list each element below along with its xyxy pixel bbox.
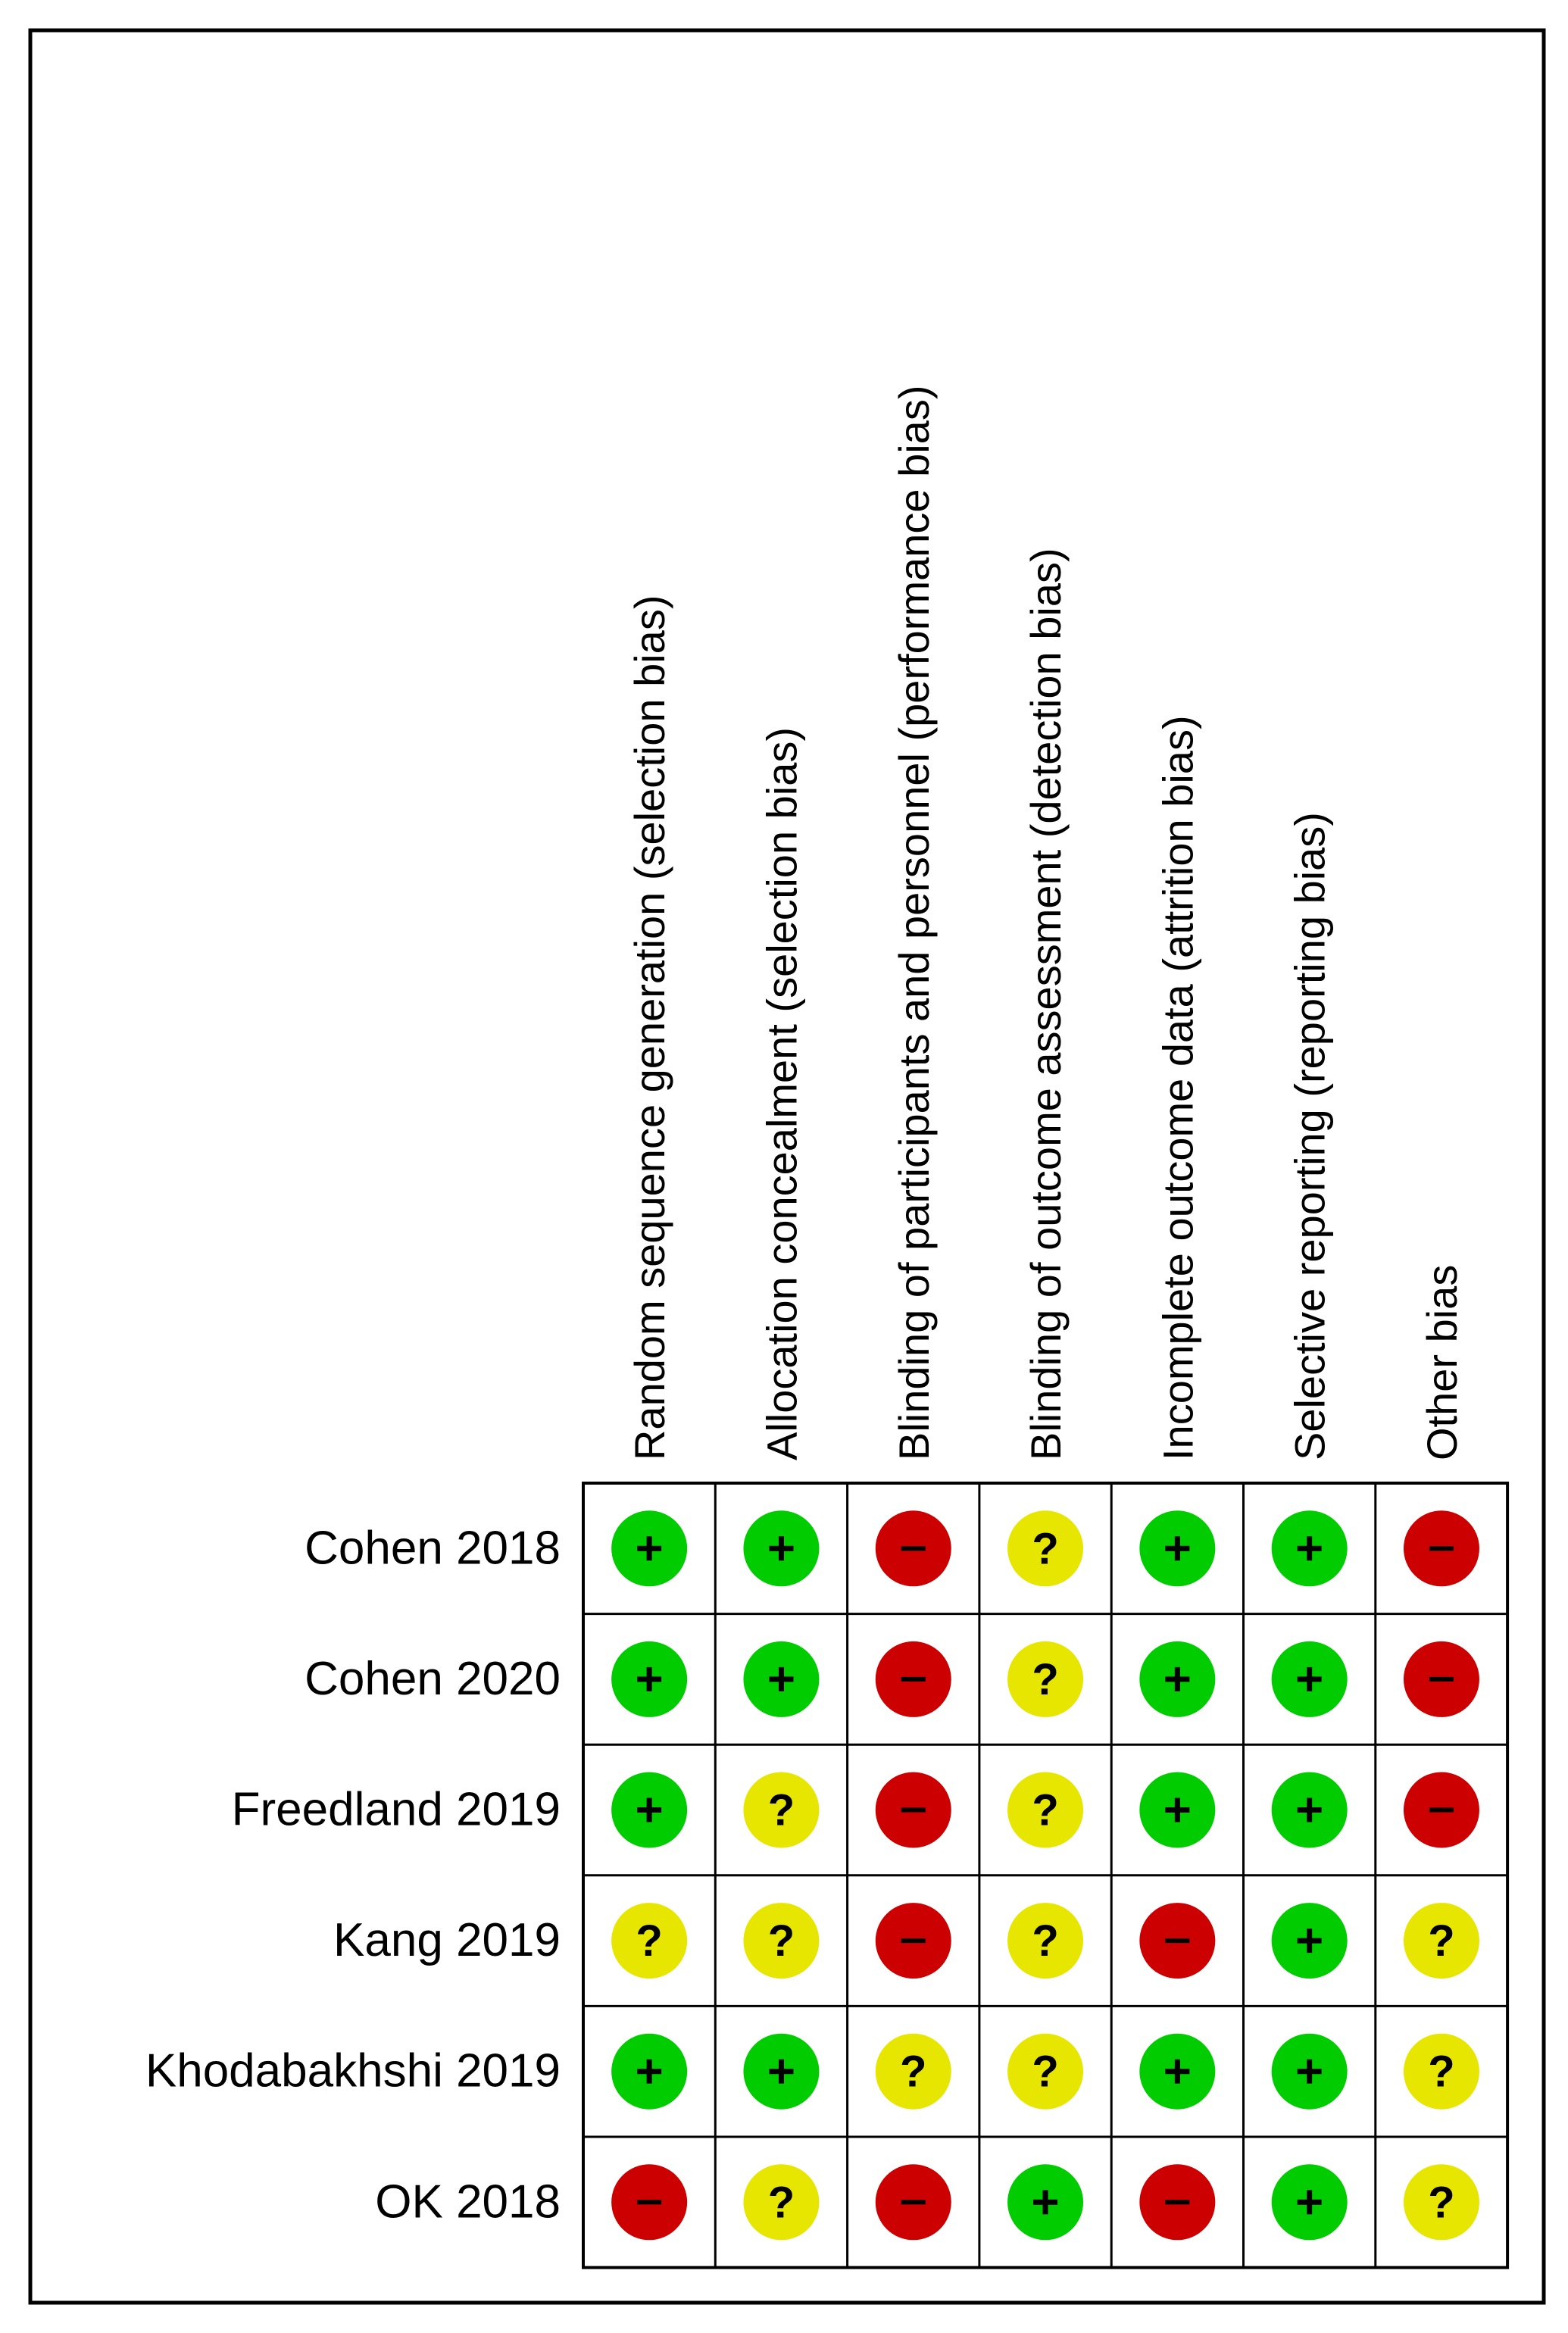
question-mark-icon: ? bbox=[1032, 1654, 1059, 1704]
question-mark-icon: ? bbox=[1428, 1916, 1455, 1966]
domain-header-other-bias: Other bias bbox=[1417, 1264, 1466, 1460]
plus-icon-bar bbox=[1043, 2190, 1048, 2214]
plus-icon-bar bbox=[779, 1667, 784, 1691]
minus-icon bbox=[637, 2200, 661, 2204]
study-label-cohen-2018: Cohen 2018 bbox=[305, 1522, 561, 1575]
domain-header-blinding-of-participants-and-personnel-p: Blinding of participants and personnel (performance bias) bbox=[889, 385, 938, 1460]
unclear-risk-judgement bbox=[743, 1772, 819, 1848]
question-mark-icon: ? bbox=[1428, 2178, 1455, 2228]
plus-icon-bar bbox=[647, 1798, 652, 1822]
plus-icon-bar bbox=[1307, 1536, 1312, 1560]
unclear-risk-judgement bbox=[1404, 2034, 1479, 2110]
question-mark-icon: ? bbox=[900, 2047, 927, 2097]
study-label-kang-2019: Kang 2019 bbox=[333, 1914, 561, 1967]
unclear-risk-judgement bbox=[1007, 1772, 1083, 1848]
question-mark-icon: ? bbox=[767, 1916, 795, 1966]
unclear-risk-judgement bbox=[1404, 1903, 1479, 1979]
high-risk-judgement bbox=[876, 1772, 951, 1848]
low-risk-judgement bbox=[743, 2034, 819, 2110]
unclear-risk-judgement bbox=[1007, 2034, 1083, 2110]
domain-header-random-sequence-generation-selection-bia: Random sequence generation (selection bias) bbox=[626, 595, 674, 1460]
plus-icon-bar bbox=[1175, 1798, 1180, 1822]
low-risk-judgement bbox=[611, 1641, 687, 1717]
high-risk-judgement bbox=[1139, 2164, 1215, 2240]
plus-icon-bar bbox=[1307, 1798, 1312, 1822]
low-risk-judgement bbox=[611, 1510, 687, 1586]
unclear-risk-judgement bbox=[1007, 1510, 1083, 1586]
unclear-risk-judgement bbox=[743, 1903, 819, 1979]
domain-header-blinding-of-outcome-assessment-detection: Blinding of outcome assessment (detection bias) bbox=[1022, 548, 1070, 1460]
domain-header-allocation-concealment-selection-bias: Allocation concealment (selection bias) bbox=[757, 726, 806, 1460]
plus-icon-bar bbox=[1175, 1536, 1180, 1560]
high-risk-judgement bbox=[876, 1903, 951, 1979]
question-mark-icon: ? bbox=[1428, 2047, 1455, 2097]
low-risk-judgement bbox=[1272, 2034, 1348, 2110]
unclear-risk-judgement bbox=[743, 2164, 819, 2240]
low-risk-judgement bbox=[611, 2034, 687, 2110]
unclear-risk-judgement bbox=[1007, 1903, 1083, 1979]
plus-icon-bar bbox=[779, 2060, 784, 2084]
plus-icon-bar bbox=[647, 1667, 652, 1691]
question-mark-icon: ? bbox=[767, 1785, 795, 1835]
plus-icon-bar bbox=[1307, 2190, 1312, 2214]
study-label-cohen-2020: Cohen 2020 bbox=[305, 1652, 561, 1705]
low-risk-judgement bbox=[743, 1641, 819, 1717]
unclear-risk-judgement bbox=[1007, 1641, 1083, 1717]
study-label-ok-2018: OK 2018 bbox=[375, 2175, 561, 2228]
minus-icon bbox=[901, 1808, 926, 1813]
low-risk-judgement bbox=[1139, 1641, 1215, 1717]
minus-icon bbox=[901, 1677, 926, 1682]
domain-header-incomplete-outcome-data-attrition-bias: Incomplete outcome data (attrition bias) bbox=[1154, 715, 1202, 1460]
plus-icon-bar bbox=[1307, 1929, 1312, 1953]
high-risk-judgement bbox=[1404, 1772, 1479, 1848]
low-risk-judgement bbox=[1272, 1510, 1348, 1586]
question-mark-icon: ? bbox=[636, 1916, 663, 1966]
low-risk-judgement bbox=[1272, 2164, 1348, 2240]
plus-icon-bar bbox=[1307, 1667, 1312, 1691]
high-risk-judgement bbox=[876, 1641, 951, 1717]
low-risk-judgement bbox=[1272, 1903, 1348, 1979]
low-risk-judgement bbox=[1272, 1772, 1348, 1848]
low-risk-judgement bbox=[1139, 2034, 1215, 2110]
low-risk-judgement bbox=[743, 1510, 819, 1586]
minus-icon bbox=[1165, 1938, 1189, 1943]
question-mark-icon: ? bbox=[1032, 1524, 1059, 1574]
minus-icon bbox=[901, 2200, 926, 2204]
question-mark-icon: ? bbox=[1032, 1785, 1059, 1835]
domain-header-selective-reporting-reporting-bias: Selective reporting (reporting bias) bbox=[1285, 812, 1334, 1460]
minus-icon bbox=[901, 1546, 926, 1551]
minus-icon bbox=[1429, 1546, 1454, 1551]
plus-icon-bar bbox=[1307, 2060, 1312, 2084]
unclear-risk-judgement bbox=[611, 1903, 687, 1979]
minus-icon bbox=[901, 1938, 926, 1943]
high-risk-judgement bbox=[1404, 1510, 1479, 1586]
unclear-risk-judgement bbox=[1404, 2164, 1479, 2240]
low-risk-judgement bbox=[1139, 1510, 1215, 1586]
minus-icon bbox=[1429, 1808, 1454, 1813]
plus-icon-bar bbox=[647, 2060, 652, 2084]
plus-icon-bar bbox=[779, 1536, 784, 1560]
high-risk-judgement bbox=[1139, 1903, 1215, 1979]
question-mark-icon: ? bbox=[1032, 1916, 1059, 1966]
plus-icon-bar bbox=[1175, 2060, 1180, 2084]
study-label-freedland-2019: Freedland 2019 bbox=[231, 1783, 561, 1836]
minus-icon bbox=[1429, 1677, 1454, 1682]
question-mark-icon: ? bbox=[767, 2178, 795, 2228]
plus-icon-bar bbox=[647, 1536, 652, 1560]
high-risk-judgement bbox=[876, 2164, 951, 2240]
study-label-khodabakhshi-2019: Khodabakhshi 2019 bbox=[145, 2044, 561, 2097]
high-risk-judgement bbox=[1404, 1641, 1479, 1717]
plus-icon-bar bbox=[1175, 1667, 1180, 1691]
high-risk-judgement bbox=[876, 1510, 951, 1586]
low-risk-judgement bbox=[611, 1772, 687, 1848]
low-risk-judgement bbox=[1272, 1641, 1348, 1717]
low-risk-judgement bbox=[1139, 1772, 1215, 1848]
minus-icon bbox=[1165, 2200, 1189, 2204]
question-mark-icon: ? bbox=[1032, 2047, 1059, 2097]
high-risk-judgement bbox=[611, 2164, 687, 2240]
low-risk-judgement bbox=[1007, 2164, 1083, 2240]
unclear-risk-judgement bbox=[876, 2034, 951, 2110]
